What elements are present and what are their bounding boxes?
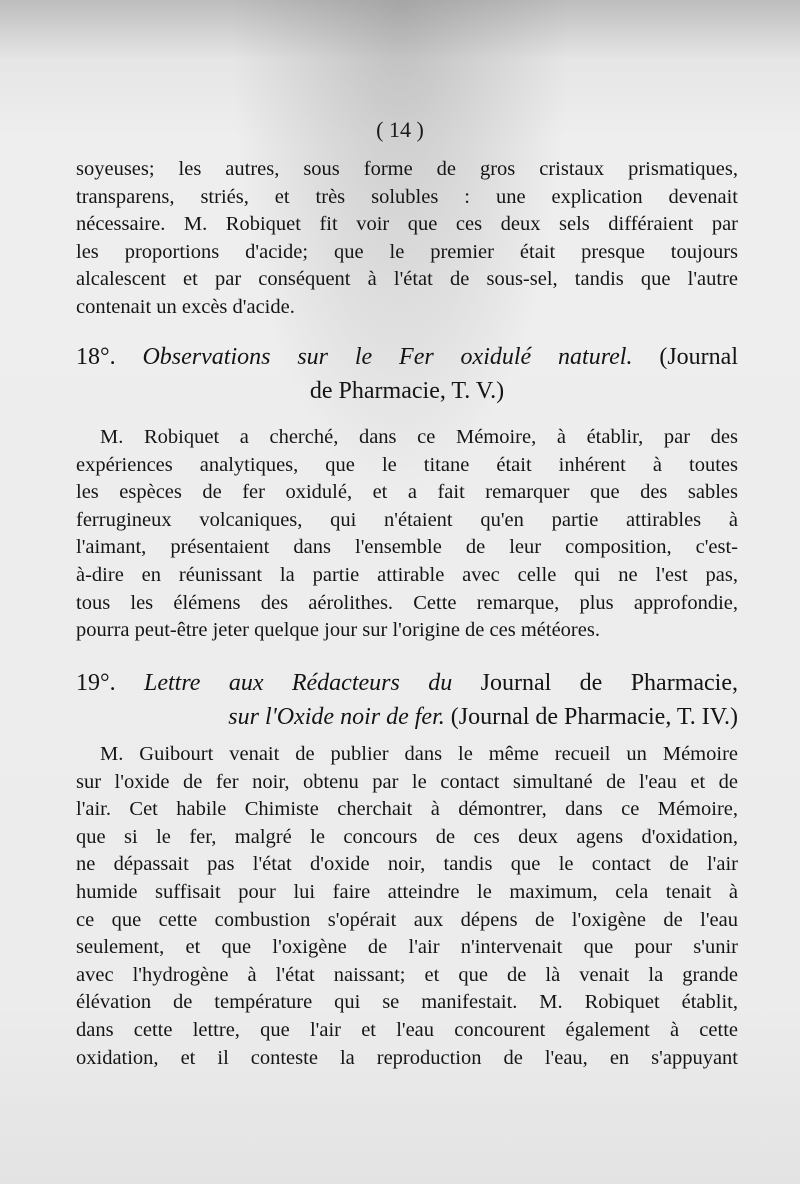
heading-line xyxy=(76,700,738,734)
paragraph-18 xyxy=(76,424,738,645)
text-line: contenait un excès d'acide. xyxy=(76,295,295,318)
section-title: sur l'Oxide noir de fer. xyxy=(228,704,445,730)
text-line: seulement, et que l'oxigène de l'air n'intervenait que pour s'unir xyxy=(76,936,738,959)
section-title: Lettre aux Rédacteurs du xyxy=(144,670,453,696)
section-heading-19 xyxy=(76,666,738,734)
page-number: ( 14 ) xyxy=(376,117,424,142)
paragraph-19 xyxy=(76,741,738,1072)
text-line: humide suffisait pour lui faire atteindre le maximum, cela tenait à xyxy=(76,880,738,903)
text-line: ferrugineux volcaniques, qui n'étaient qu'en partie attirables à xyxy=(76,508,738,531)
section-title: Observations sur le Fer oxidulé naturel. xyxy=(142,344,633,370)
heading-line xyxy=(76,666,738,700)
text-line: soyeuses; les autres, sous forme de gros cristaux prismatiques, xyxy=(76,158,738,180)
text-line: oxidation, et il conteste la reproduction de l'eau, en s'appuyant xyxy=(76,1046,738,1069)
text-line: l'air. Cet habile Chimiste cherchait à démontrer, dans ce Mémoire, xyxy=(76,798,738,821)
text-line: les proportions d'acide; que le premier était presque toujours xyxy=(76,240,738,263)
text-line: avec l'hydrogène à l'état naissant; et que de là venait la grande xyxy=(76,963,738,986)
text-line: l'aimant, présentaient dans l'ensemble de leur composition, c'est- xyxy=(76,536,738,559)
text-line: ce que cette combustion s'opérait aux dépens de l'oxigène de l'eau xyxy=(76,908,738,931)
text-line: sur l'oxide de fer noir, obtenu par le contact simultané de l'eau et de xyxy=(76,770,738,793)
text-line: ne dépassait pas l'état d'oxide noir, tandis que le contact de l'air xyxy=(76,853,738,876)
section-number: 18°. xyxy=(76,344,116,370)
text-line: à-dire en réunissant la partie attirable avec celle qui ne l'est pas, xyxy=(76,563,738,586)
text-line: les espèces de fer oxidulé, et a fait remarquer que des sables xyxy=(76,481,738,504)
text-line: pourra peut-être jeter quelque jour sur l'origine de ces météores. xyxy=(76,619,600,642)
text-line: dans cette lettre, que l'air et l'eau concourent également à cette xyxy=(76,1018,738,1041)
section-source: (Journal de Pharmacie, T. IV.) xyxy=(450,704,738,730)
text-line: M. Guibourt venait de publier dans le même recueil un Mémoire xyxy=(100,743,738,765)
text-line: alcalescent et par conséquent à l'état de sous-sel, tandis que l'autre xyxy=(76,268,738,291)
text-line: transparens, striés, et très solubles : une explication devenait xyxy=(76,185,738,208)
heading-line xyxy=(76,340,738,374)
section-title-roman: Journal de Pharmacie, xyxy=(480,670,738,696)
text-line: élévation de température qui se manifestait. M. Robiquet établit, xyxy=(76,991,738,1014)
text-line: tous les élémens des aérolithes. Cette remarque, plus approfondie, xyxy=(76,591,738,614)
text-line: expériences analytiques, que le titane était inhérent à toutes xyxy=(76,453,738,476)
text-line: que si le fer, malgré le concours de ces deux agens d'oxidation, xyxy=(76,825,738,848)
text-line: M. Robiquet a cherché, dans ce Mémoire, à établir, par des xyxy=(100,426,738,448)
text-line: nécessaire. M. Robiquet fit voir que ces deux sels différaient par xyxy=(76,213,738,236)
section-source: (Journal xyxy=(659,344,738,370)
paragraph-continuation xyxy=(76,156,738,322)
section-number: 19°. xyxy=(76,670,116,696)
section-source: de Pharmacie, T. V.) xyxy=(309,378,505,404)
section-heading-18 xyxy=(76,340,738,408)
heading-line xyxy=(76,374,738,408)
